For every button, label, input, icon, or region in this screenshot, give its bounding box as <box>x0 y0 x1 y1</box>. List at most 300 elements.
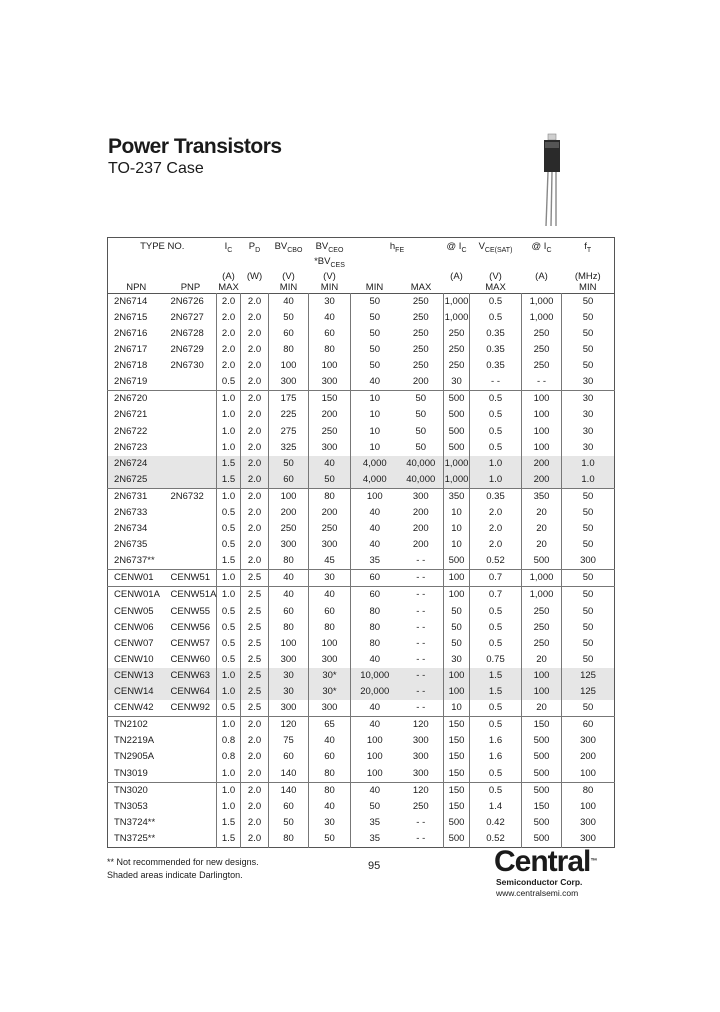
cell-bvcbo: 40 <box>269 570 309 587</box>
cell-bvcbo: 300 <box>269 537 309 553</box>
cell-at-ic2: 20 <box>522 537 562 553</box>
cell-ft: 80 <box>562 782 615 799</box>
cell-hfe-max: 250 <box>412 327 429 339</box>
cell-bvcbo: 100 <box>269 636 309 652</box>
cell-npn: 2N6716 <box>114 327 148 339</box>
cell-ft: 50 <box>562 488 615 505</box>
table-header-row <box>108 238 615 271</box>
cell-pd: 2.5 <box>241 684 269 700</box>
cell-hfe-min: 35 <box>351 553 399 570</box>
table-row <box>108 587 615 604</box>
cell-pnp <box>165 733 217 749</box>
cell-npn: 2N6721 <box>114 409 148 421</box>
cell-bvcbo: 40 <box>269 587 309 604</box>
cell-pd: 2.0 <box>241 766 269 783</box>
cell-pd: 2.0 <box>241 782 269 799</box>
cell-ic: 1.0 <box>217 488 241 505</box>
cell-vce-sat: 1.0 <box>470 472 522 489</box>
cell-vce-sat: 0.5 <box>470 424 522 440</box>
cell-at-ic: 150 <box>444 766 470 783</box>
cell-vce-sat: 0.75 <box>470 652 522 668</box>
cell-bvcbo: 275 <box>269 424 309 440</box>
cell-hfe-min: 35 <box>351 815 399 831</box>
cell-pnp <box>165 505 217 521</box>
cell-ft: 50 <box>562 326 615 342</box>
cell-bvceo: 80 <box>309 766 351 783</box>
cell-bvcbo: 50 <box>269 815 309 831</box>
cell-vce-sat: 0.35 <box>470 358 522 374</box>
table-row <box>108 652 615 668</box>
cell-pd: 2.0 <box>241 505 269 521</box>
cell-pnp <box>165 407 217 423</box>
cell-pd: 2.0 <box>241 326 269 342</box>
cell-pnp <box>165 782 217 799</box>
cell-ft: 50 <box>562 358 615 374</box>
cell-pnp <box>165 391 217 408</box>
cell-ft: 50 <box>562 700 615 717</box>
cell-ic: 1.0 <box>217 424 241 440</box>
cell-at-ic2: 200 <box>522 456 562 472</box>
cell-bvceo: 200 <box>309 505 351 521</box>
cell-npn: CENW10 <box>114 653 154 665</box>
cell-hfe-min: 50 <box>351 342 399 358</box>
cell-npn: TN2102 <box>108 717 165 734</box>
cell-hfe-max: - - <box>416 605 426 617</box>
cell-at-ic2: 100 <box>522 440 562 456</box>
cell-pd: 2.5 <box>241 636 269 652</box>
cell-ic: 1.0 <box>217 717 241 734</box>
footnote-line-1: ** Not recommended for new designs. <box>107 857 259 867</box>
cell-pnp <box>165 374 217 391</box>
cell-hfe-max: 50 <box>399 391 444 408</box>
cell-at-ic2: 1,000 <box>522 570 562 587</box>
cell-pnp: CENW55 <box>170 605 211 617</box>
cell-at-ic: 500 <box>444 815 470 831</box>
cell-hfe-min: 20,000 <box>351 684 399 700</box>
cell-npn: CENW42 <box>114 702 154 714</box>
cell-at-ic: 50 <box>444 620 470 636</box>
table-row <box>108 684 615 700</box>
page-number: 95 <box>368 860 381 872</box>
cell-at-ic2: 1,000 <box>522 293 562 310</box>
cell-hfe-min: 35 <box>351 831 399 848</box>
cell-hfe-min: 60 <box>351 570 399 587</box>
cell-ft: 30 <box>562 374 615 391</box>
cell-npn: 2N6731 <box>108 488 165 505</box>
cell-pnp: 2N6728 <box>170 327 204 339</box>
cell-pnp <box>165 553 217 570</box>
cell-pnp: CENW60 <box>170 653 211 665</box>
cell-ft: 60 <box>562 717 615 734</box>
cell-hfe-min: 60 <box>351 587 399 604</box>
cell-hfe-max: - - <box>416 653 426 665</box>
cell-hfe-max: 120 <box>399 717 444 734</box>
table-row <box>108 782 615 799</box>
cell-bvceo: 60 <box>309 604 351 620</box>
cell-pd: 2.0 <box>241 521 269 537</box>
cell-hfe-max: 250 <box>412 800 429 812</box>
cell-vce-sat: 1.6 <box>470 749 522 765</box>
cell-hfe-max: - - <box>416 555 426 567</box>
cell-at-ic2: 500 <box>522 553 562 570</box>
table-row <box>108 505 615 521</box>
cell-bvcbo: 100 <box>269 488 309 505</box>
table-row <box>108 668 615 684</box>
cell-pd: 2.5 <box>241 620 269 636</box>
cell-bvceo: 100 <box>309 358 351 374</box>
cell-npn: 2N6725 <box>108 472 165 489</box>
cell-ic: 0.8 <box>217 733 241 749</box>
cell-bvceo: 80 <box>309 620 351 636</box>
cell-at-ic2: 100 <box>522 391 562 408</box>
cell-bvcbo: 140 <box>269 766 309 783</box>
cell-pnp: 2N6726 <box>170 295 204 307</box>
table-row <box>108 749 615 765</box>
subheader-pd: (W) <box>246 270 263 282</box>
cell-hfe-max: 300 <box>399 488 444 505</box>
cell-hfe-max: 50 <box>415 409 427 421</box>
cell-hfe-max: - - <box>399 570 444 587</box>
cell-bvceo: 30* <box>309 684 351 700</box>
table-row <box>108 766 615 783</box>
cell-bvcbo: 75 <box>269 733 309 749</box>
cell-at-ic2: 250 <box>522 636 562 652</box>
cell-hfe-min: 40 <box>351 717 399 734</box>
cell-at-ic: 250 <box>444 326 470 342</box>
cell-hfe-max: 40,000 <box>399 472 444 489</box>
cell-bvceo: 65 <box>309 717 351 734</box>
table-row <box>108 620 615 636</box>
cell-bvceo: 30 <box>309 815 351 831</box>
cell-ic: 1.5 <box>217 472 241 489</box>
cell-at-ic: 100 <box>444 668 470 684</box>
cell-hfe-min: 40 <box>351 700 399 717</box>
cell-hfe-min: 40 <box>351 537 399 553</box>
cell-pd: 2.0 <box>241 553 269 570</box>
cell-vce-sat: 0.5 <box>470 700 522 717</box>
table-row <box>108 293 615 310</box>
cell-ft: 200 <box>562 749 615 765</box>
cell-vce-sat: 1.6 <box>470 733 522 749</box>
cell-hfe-max: - - <box>416 702 426 714</box>
cell-ic: 1.0 <box>217 668 241 684</box>
cell-npn: 2N6719 <box>114 376 148 388</box>
cell-at-ic2: 250 <box>522 326 562 342</box>
page-title: Power Transistors <box>108 135 282 158</box>
cell-at-ic2: 500 <box>522 733 562 749</box>
table-row <box>108 358 615 374</box>
cell-hfe-max: 300 <box>412 751 429 763</box>
page-subtitle: TO-237 Case <box>108 160 204 177</box>
cell-hfe-min: 40 <box>351 505 399 521</box>
cell-at-ic2: 20 <box>522 521 562 537</box>
cell-bvceo: 30 <box>309 293 351 310</box>
cell-npn: 2N6720 <box>108 391 165 408</box>
cell-at-ic: 1,000 <box>444 472 470 489</box>
cell-ic: 1.0 <box>217 766 241 783</box>
cell-hfe-min: 100 <box>351 766 399 783</box>
cell-pd: 2.0 <box>241 749 269 765</box>
cell-bvceo: 50 <box>309 831 351 848</box>
cell-at-ic2: 250 <box>522 604 562 620</box>
col-header-pd: $P_D$ <box>248 241 261 254</box>
cell-pd: 2.0 <box>241 488 269 505</box>
cell-vce-sat: 0.5 <box>470 310 522 326</box>
cell-ic: 1.5 <box>217 553 241 570</box>
cell-pnp <box>165 537 217 553</box>
cell-at-ic: 500 <box>444 424 470 440</box>
cell-bvcbo: 50 <box>269 310 309 326</box>
cell-vce-sat: 1.5 <box>470 668 522 684</box>
cell-bvceo: 40 <box>309 799 351 815</box>
cell-ft: 50 <box>562 310 615 326</box>
subheader-pnp: PNP <box>180 281 201 293</box>
cell-vce-sat: 2.0 <box>470 537 522 553</box>
cell-ft: 300 <box>562 553 615 570</box>
cell-ic: 1.0 <box>217 391 241 408</box>
cell-bvcbo: 175 <box>269 391 309 408</box>
cell-pd: 2.5 <box>241 570 269 587</box>
cell-bvceo: 30* <box>309 668 351 684</box>
cell-vce-sat: 2.0 <box>470 521 522 537</box>
cell-npn: 2N6737** <box>114 555 155 567</box>
cell-ic: 1.0 <box>217 587 241 604</box>
col-header-bvceo: $BV_{CEO}$ $*BV_{CES}$ <box>314 241 345 269</box>
cell-hfe-min: 4,000 <box>351 472 399 489</box>
cell-hfe-max: 250 <box>412 344 429 356</box>
cell-pd: 2.0 <box>241 733 269 749</box>
cell-bvceo: 50 <box>309 472 351 489</box>
cell-ic: 0.5 <box>217 620 241 636</box>
cell-hfe-min: 50 <box>351 799 399 815</box>
cell-ft: 100 <box>562 799 615 815</box>
cell-at-ic2: 20 <box>522 505 562 521</box>
cell-vce-sat: 1.0 <box>470 456 522 472</box>
cell-at-ic: 250 <box>444 342 470 358</box>
subheader-bvcbo: (V) MIN <box>279 270 298 293</box>
cell-hfe-max: 250 <box>412 311 429 323</box>
cell-bvcbo: 40 <box>269 293 309 310</box>
cell-ft: 50 <box>562 587 615 604</box>
cell-hfe-max: 200 <box>412 523 429 535</box>
cell-ic: 0.5 <box>217 604 241 620</box>
cell-pnp: CENW63 <box>165 668 217 684</box>
table-row <box>108 717 615 734</box>
cell-at-ic: 500 <box>444 831 470 848</box>
cell-at-ic: 50 <box>444 636 470 652</box>
cell-pnp <box>165 424 217 440</box>
col-header-at-ic: @ $I_C$ <box>446 241 467 254</box>
table-row <box>108 310 615 326</box>
cell-pd: 2.0 <box>241 342 269 358</box>
cell-ft: 50 <box>562 342 615 358</box>
cell-at-ic2: 500 <box>522 815 562 831</box>
cell-bvceo: 80 <box>309 782 351 799</box>
cell-hfe-max: 120 <box>399 782 444 799</box>
cell-vce-sat: 0.5 <box>470 604 522 620</box>
cell-vce-sat: 0.7 <box>470 570 522 587</box>
cell-bvceo: 40 <box>309 310 351 326</box>
cell-at-ic: 100 <box>444 570 470 587</box>
cell-at-ic2: 500 <box>522 782 562 799</box>
cell-vce-sat: 0.5 <box>470 440 522 456</box>
cell-npn: CENW13 <box>108 668 165 684</box>
cell-ic: 2.0 <box>217 293 241 310</box>
cell-at-ic2: 500 <box>522 831 562 848</box>
cell-npn: CENW14 <box>108 684 165 700</box>
cell-pd: 2.0 <box>241 472 269 489</box>
table-row <box>108 537 615 553</box>
cell-hfe-max: 300 <box>412 735 429 747</box>
table-row <box>108 604 615 620</box>
cell-pd: 2.5 <box>241 652 269 668</box>
cell-pd: 2.5 <box>241 587 269 604</box>
cell-ft: 50 <box>562 620 615 636</box>
cell-bvcbo: 80 <box>269 620 309 636</box>
cell-hfe-max: 40,000 <box>399 456 444 472</box>
cell-vce-sat: 0.5 <box>470 391 522 408</box>
cell-ft: 50 <box>562 505 615 521</box>
cell-pd: 2.0 <box>241 407 269 423</box>
cell-bvceo: 300 <box>309 440 351 456</box>
cell-ic: 0.5 <box>217 700 241 717</box>
cell-hfe-min: 100 <box>351 733 399 749</box>
cell-pd: 2.0 <box>241 424 269 440</box>
cell-ic: 2.0 <box>217 310 241 326</box>
col-header-ic: $I_C$ <box>224 241 233 254</box>
cell-pd: 2.0 <box>241 717 269 734</box>
cell-npn: 2N6718 <box>114 360 148 372</box>
col-header-at-ic2: @ $I_C$ <box>531 241 552 254</box>
cell-at-ic2: 20 <box>522 652 562 668</box>
cell-vce-sat: 0.5 <box>470 620 522 636</box>
cell-ft: 30 <box>562 440 615 456</box>
cell-hfe-min: 10 <box>351 424 399 440</box>
cell-pnp <box>165 799 217 815</box>
table-row <box>108 799 615 815</box>
cell-at-ic2: 500 <box>522 749 562 765</box>
table-body <box>108 293 615 847</box>
cell-pd: 2.5 <box>241 604 269 620</box>
cell-at-ic: 1,000 <box>444 293 470 310</box>
cell-vce-sat: 0.5 <box>470 782 522 799</box>
cell-at-ic2: 100 <box>522 684 562 700</box>
cell-hfe-max: 50 <box>415 425 427 437</box>
cell-bvceo: 40 <box>309 733 351 749</box>
cell-at-ic: 30 <box>444 652 470 668</box>
cell-pnp: 2N6727 <box>170 311 204 323</box>
cell-ft: 50 <box>562 604 615 620</box>
cell-at-ic2: 150 <box>522 717 562 734</box>
table-row <box>108 700 615 717</box>
cell-vce-sat: 0.42 <box>470 815 522 831</box>
cell-npn: CENW01 <box>108 570 165 587</box>
cell-ic: 0.5 <box>217 505 241 521</box>
cell-at-ic2: 500 <box>522 766 562 783</box>
cell-at-ic: 500 <box>444 553 470 570</box>
cell-bvcbo: 300 <box>269 652 309 668</box>
logo-name: Central <box>494 845 591 878</box>
cell-npn: CENW07 <box>114 637 154 649</box>
cell-npn: 2N6714 <box>114 295 148 307</box>
cell-at-ic2: 250 <box>522 620 562 636</box>
cell-vce-sat: 0.5 <box>470 717 522 734</box>
cell-ft: 30 <box>562 407 615 423</box>
cell-at-ic2: 100 <box>522 668 562 684</box>
cell-hfe-max: 50 <box>415 441 427 453</box>
cell-bvcbo: 140 <box>269 782 309 799</box>
cell-bvcbo: 120 <box>269 717 309 734</box>
cell-hfe-min: 100 <box>351 488 399 505</box>
cell-hfe-min: 80 <box>351 636 399 652</box>
cell-hfe-min: 10 <box>351 440 399 456</box>
table-row <box>108 733 615 749</box>
cell-at-ic2: 200 <box>522 472 562 489</box>
cell-ic: 1.0 <box>217 440 241 456</box>
cell-bvcbo: 325 <box>269 440 309 456</box>
col-header-vce-sat: $V_{CE(SAT)}$ <box>478 241 513 254</box>
cell-at-ic: 1,000 <box>444 310 470 326</box>
cell-bvceo: 40 <box>309 456 351 472</box>
col-header-hfe: $h_{FE}$ <box>389 241 405 254</box>
cell-npn: CENW05 <box>114 605 154 617</box>
cell-pd: 2.0 <box>241 293 269 310</box>
cell-hfe-max: - - <box>399 587 444 604</box>
cell-bvceo: 80 <box>309 342 351 358</box>
cell-pd: 2.0 <box>241 799 269 815</box>
cell-at-ic2: 350 <box>522 488 562 505</box>
cell-ic: 0.5 <box>217 652 241 668</box>
cell-ic: 1.0 <box>217 684 241 700</box>
cell-pnp <box>165 815 217 831</box>
cell-pnp: 2N6729 <box>170 344 204 356</box>
cell-bvcbo: 60 <box>269 326 309 342</box>
cell-at-ic: 150 <box>444 799 470 815</box>
cell-vce-sat: 0.52 <box>470 553 522 570</box>
cell-bvcbo: 80 <box>269 342 309 358</box>
cell-pnp: CENW51 <box>165 570 217 587</box>
cell-at-ic: 500 <box>444 391 470 408</box>
cell-vce-sat: 0.52 <box>470 831 522 848</box>
cell-bvceo: 300 <box>309 374 351 391</box>
cell-at-ic: 500 <box>444 407 470 423</box>
cell-ic: 1.5 <box>217 831 241 848</box>
cell-npn: TN2219A <box>114 735 155 747</box>
cell-ic: 0.5 <box>217 521 241 537</box>
cell-hfe-max: 200 <box>412 539 429 551</box>
cell-vce-sat: 0.5 <box>470 407 522 423</box>
subheader-bvceo: (V) MIN <box>320 270 339 293</box>
cell-hfe-min: 4,000 <box>351 456 399 472</box>
cell-at-ic: 150 <box>444 749 470 765</box>
cell-at-ic2: 100 <box>522 424 562 440</box>
cell-bvceo: 250 <box>309 521 351 537</box>
cell-ft: 300 <box>562 831 615 848</box>
cell-pnp: CENW51A <box>165 587 217 604</box>
cell-ft: 50 <box>562 570 615 587</box>
cell-bvcbo: 200 <box>269 505 309 521</box>
table-row <box>108 326 615 342</box>
cell-at-ic: 100 <box>444 587 470 604</box>
cell-pnp <box>165 766 217 783</box>
cell-bvceo: 30 <box>309 570 351 587</box>
cell-bvceo: 150 <box>309 391 351 408</box>
cell-at-ic: 150 <box>444 717 470 734</box>
cell-at-ic2: - - <box>522 374 562 391</box>
cell-ft: 300 <box>562 733 615 749</box>
cell-bvcbo: 60 <box>269 749 309 765</box>
cell-bvceo: 60 <box>309 326 351 342</box>
